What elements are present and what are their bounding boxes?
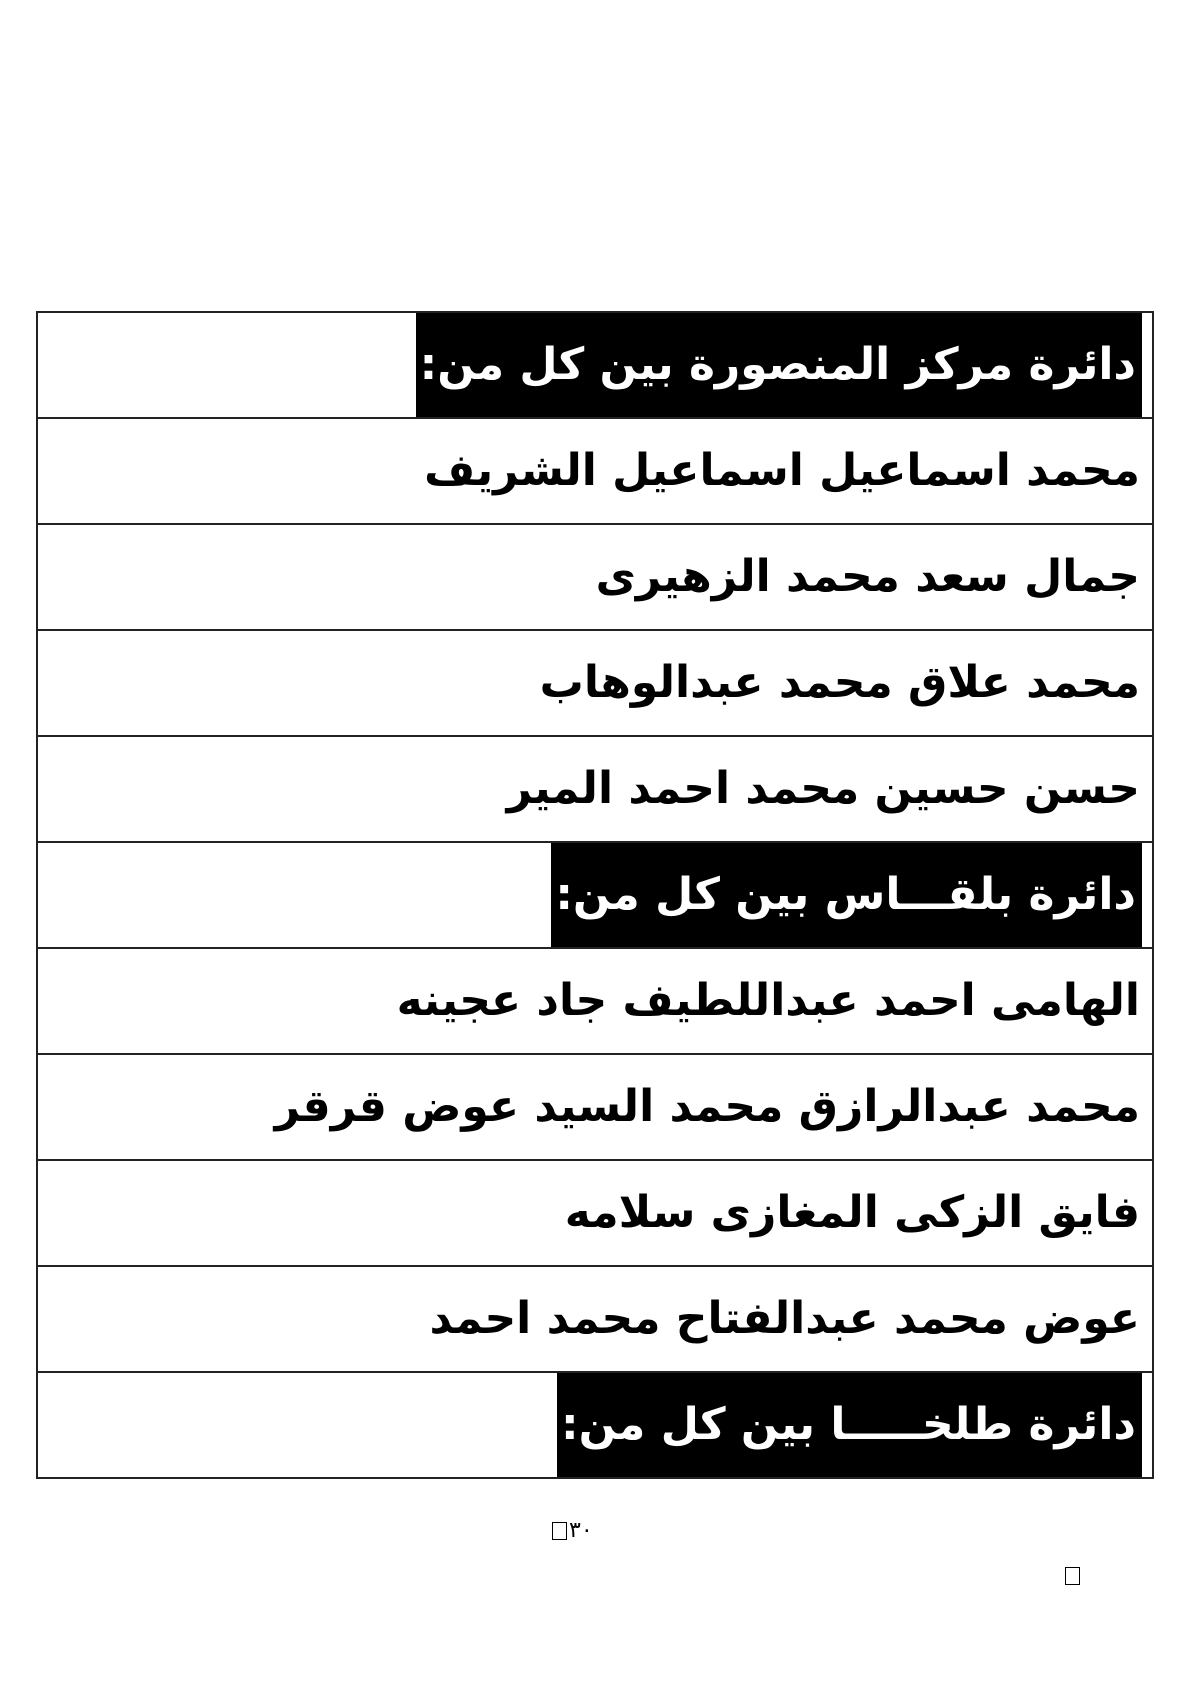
page-number (552, 1518, 593, 1543)
person-name-text: محمد علاق محمد عبدالوهاب (539, 657, 1140, 708)
district-header-row (38, 1373, 1152, 1479)
header-highlight (551, 843, 1142, 947)
name-row (38, 1267, 1152, 1373)
person-name-text: فايق الزكى المغازى سلامه (564, 1187, 1140, 1238)
district-header-row (38, 843, 1152, 949)
district-header-text: دائرة طلخـــــا بين كل من: (560, 1399, 1136, 1450)
district-header-text: دائرة بلقـــاس بين كل من: (555, 869, 1136, 920)
header-highlight (557, 1373, 1142, 1477)
person-name-text: جمال سعد محمد الزهيرى (595, 551, 1140, 602)
district-header-text: دائرة مركز المنصورة بين كل من: (419, 339, 1136, 390)
person-name-text: حسن حسين محمد احمد المير (506, 763, 1140, 814)
name-row (38, 525, 1152, 631)
page-number-text: ٣٠ (569, 1518, 593, 1543)
name-row (38, 1161, 1152, 1267)
name-row (38, 631, 1152, 737)
placeholder-box-icon (552, 1522, 567, 1540)
name-row (38, 737, 1152, 843)
name-row (38, 1055, 1152, 1161)
person-name-text: الهامى احمد عبداللطيف جاد عجينه (396, 975, 1140, 1026)
name-row (38, 949, 1152, 1055)
header-highlight (416, 313, 1142, 417)
person-name-text: محمد عبدالرازق محمد السيد عوض قرقر (274, 1081, 1140, 1132)
corner-placeholder-box-icon (1065, 1567, 1080, 1585)
person-name-text: محمد اسماعيل اسماعيل الشريف (424, 445, 1140, 496)
district-names-table (36, 311, 1154, 1479)
district-header-row (38, 313, 1152, 419)
person-name-text: عوض محمد عبدالفتاح محمد احمد (429, 1293, 1140, 1344)
name-row (38, 419, 1152, 525)
